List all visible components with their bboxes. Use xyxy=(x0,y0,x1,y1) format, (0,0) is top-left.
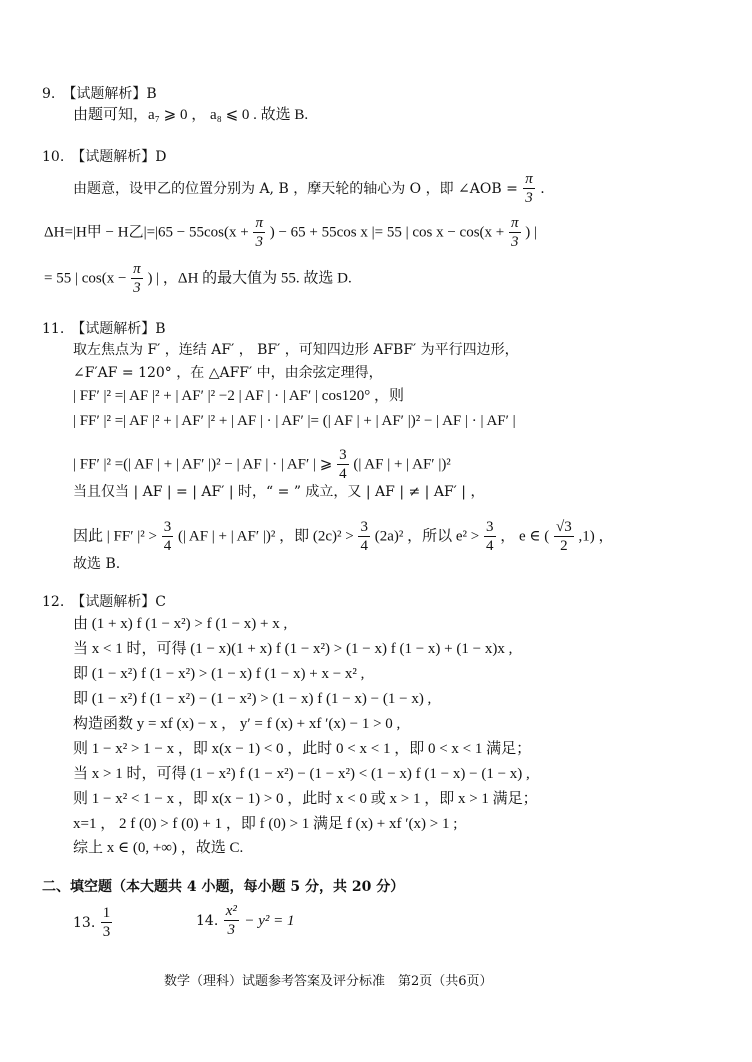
frac-num: 1 xyxy=(102,905,111,921)
q11-line7-d: ， e ∈ ( xyxy=(500,528,550,545)
q11-line7-a: 因此 | FF′ |² > xyxy=(73,528,157,545)
frac-den: 3 xyxy=(511,234,519,250)
frac-num: 3 xyxy=(486,519,494,535)
q11-line1: 取左焦点为 F′ ，连结 AF′ ， BF′ ，可知四边形 AFBF′ 为平行四边形， xyxy=(73,342,519,358)
q11-three-quarters-3 xyxy=(358,520,370,554)
answer-13-label: 13. xyxy=(73,915,96,931)
q12-line: x=1 ， 2 f (0) > f (0) + 1 ，即 f (0) > 1 满足 f (x) + xf ′(x) > 1 ; xyxy=(73,816,458,832)
q12-header: 12. 【试题解析】C xyxy=(42,594,166,610)
q12-line: 则 1 − x² > 1 − x ，即 x(x − 1) < 0 ，此时 0 < x < 1 ，即 0 < x < 1 满足； xyxy=(73,741,532,757)
q11-line7 xyxy=(73,520,614,554)
q10-pi-fraction-4 xyxy=(131,262,143,296)
q11-header: 11. 【试题解析】B xyxy=(42,321,166,337)
q10-line2-c: ) | xyxy=(525,224,538,241)
frac-den: 4 xyxy=(486,538,494,554)
q11-three-quarters xyxy=(337,448,349,482)
q12-line: 由 (1 + x) f (1 − x²) > f (1 − x) + x , xyxy=(73,616,288,632)
frac-den: 3 xyxy=(102,924,111,940)
q11-line4: | FF′ |² =| AF |² + | AF′ |² + | AF | · | AF′ |= (| AF | + | AF′ |)² − | AF | · | AF′ | xyxy=(73,413,516,429)
q12-line: 当 x < 1 时，可得 (1 − x)(1 + x) f (1 − x²) > (1 − x) f (1 − x) + (1 − x)x , xyxy=(73,641,513,657)
q10-line3-b: ) | ，ΔH 的最大值为 55. 故选 D. xyxy=(147,270,352,287)
q11-line5-b: (| AF | + | AF′ |)² xyxy=(353,456,451,473)
q10-line2-b: ) − 65 + 55cos x |= 55 | cos x − cos(x + xyxy=(269,224,505,241)
q11-line7-b: (| AF | + | AF′ |)² ，即 (2c)² > xyxy=(177,528,354,545)
frac-den: 4 xyxy=(163,538,172,554)
frac-den: 2 xyxy=(560,538,568,554)
q11-line8: 故选 B. xyxy=(73,556,121,572)
q12-line: 即 (1 − x²) f (1 − x²) − (1 − x²) > (1 − x) f (1 − x) − (1 − x) , xyxy=(73,691,432,707)
q12-line: 则 1 − x² < 1 − x ，即 x(x − 1) > 0 ，此时 x < 0 或 x > 1 ，即 x > 1 满足； xyxy=(73,791,538,807)
q10-pi-fraction-2 xyxy=(253,216,265,250)
q11-sqrt3-over-2 xyxy=(554,520,574,554)
q11-line5-a: | FF′ |² =(| AF | + | AF′ |)² − | AF | · | AF′ | ⩾ xyxy=(73,456,333,473)
q11-three-quarters-4 xyxy=(484,520,496,554)
q11-line7-e: ,1) ， xyxy=(578,528,614,545)
answer-14-label: 14. xyxy=(196,913,219,929)
page-footer: 数学（理科）试题参考答案及评分标准 第2页（共6页） xyxy=(164,974,493,989)
q10-period: . xyxy=(540,181,545,197)
q9-header: 9. 【试题解析】B xyxy=(42,86,157,102)
q11-three-quarters-2 xyxy=(162,520,174,554)
q12-line: 当 x > 1 时，可得 (1 − x²) f (1 − x²) − (1 − x²) < (1 − x) f (1 − x) − (1 − x) , xyxy=(73,766,530,782)
frac-den: 4 xyxy=(360,538,368,554)
frac-num: 3 xyxy=(360,519,368,535)
q12-line: 构造函数 y = xf (x) − x ， y′ = f (x) + xf ′(x) − 1 > 0 , xyxy=(73,716,401,732)
q11-line6: 当且仅当 | AF | = | AF′ | 时，“ = ” 成立，又 | AF | ≠ | AF′ | ， xyxy=(73,484,485,500)
frac-num: √3 xyxy=(556,519,572,535)
q10-line2-a: ΔH=|H甲 − H乙|=|65 − 55cos(x + xyxy=(44,224,249,241)
q10-pi-fraction-3 xyxy=(509,216,521,250)
q10-pi-fraction xyxy=(523,172,535,206)
q10-header: 10. 【试题解析】D xyxy=(42,149,167,165)
frac-den: 4 xyxy=(339,466,347,482)
q9-line1: 由题可知，a₇ ⩾ 0 ， a₈ ⩽ 0 . 故选 B. xyxy=(73,107,309,123)
q12-line: 即 (1 − x²) f (1 − x²) > (1 − x) f (1 − x) + x − x² , xyxy=(73,666,365,682)
q11-line3: | FF′ |² =| AF |² + | AF′ |² −2 | AF | · | AF′ | cos120° ，则 xyxy=(73,388,405,404)
frac-den: 3 xyxy=(525,190,533,206)
frac-num: 3 xyxy=(339,447,347,463)
q10-line3-a: = 55 | cos(x − xyxy=(44,270,127,287)
q12-line: 综上 x ∈ (0, +∞) ，故选 C. xyxy=(73,840,244,856)
frac-den: 3 xyxy=(255,234,263,250)
q10-line1 xyxy=(73,172,545,206)
frac-den: 3 xyxy=(227,922,236,938)
q10-line1-text: 由题意，设甲乙的位置分别为 A, B ，摩天轮的轴心为 O ，即 ∠AOB = xyxy=(73,181,518,197)
answer-13-fraction xyxy=(101,906,113,940)
frac-num: 3 xyxy=(163,519,172,535)
answer-14-rest: − y² = 1 xyxy=(244,913,295,929)
frac-num: π xyxy=(525,171,533,187)
section2-title: 二、填空题（本大题共 4 小题，每小题 5 分，共 20 分） xyxy=(42,879,405,895)
q11-line7-c: (2a)² ，所以 e² > xyxy=(374,528,480,545)
q10-line2 xyxy=(44,216,537,250)
answer-13 xyxy=(73,906,113,940)
q11-line2: ∠F′AF = 120° ，在 △AFF′ 中，由余弦定理得， xyxy=(73,365,383,381)
q10-line3 xyxy=(44,262,352,296)
frac-num: x² xyxy=(225,903,237,919)
frac-num: π xyxy=(133,261,141,277)
frac-num: π xyxy=(255,215,263,231)
frac-den: 3 xyxy=(133,280,141,296)
answer-14-fraction xyxy=(224,904,239,938)
q11-line5 xyxy=(73,448,451,482)
frac-num: π xyxy=(511,215,519,231)
answer-14 xyxy=(196,904,294,938)
